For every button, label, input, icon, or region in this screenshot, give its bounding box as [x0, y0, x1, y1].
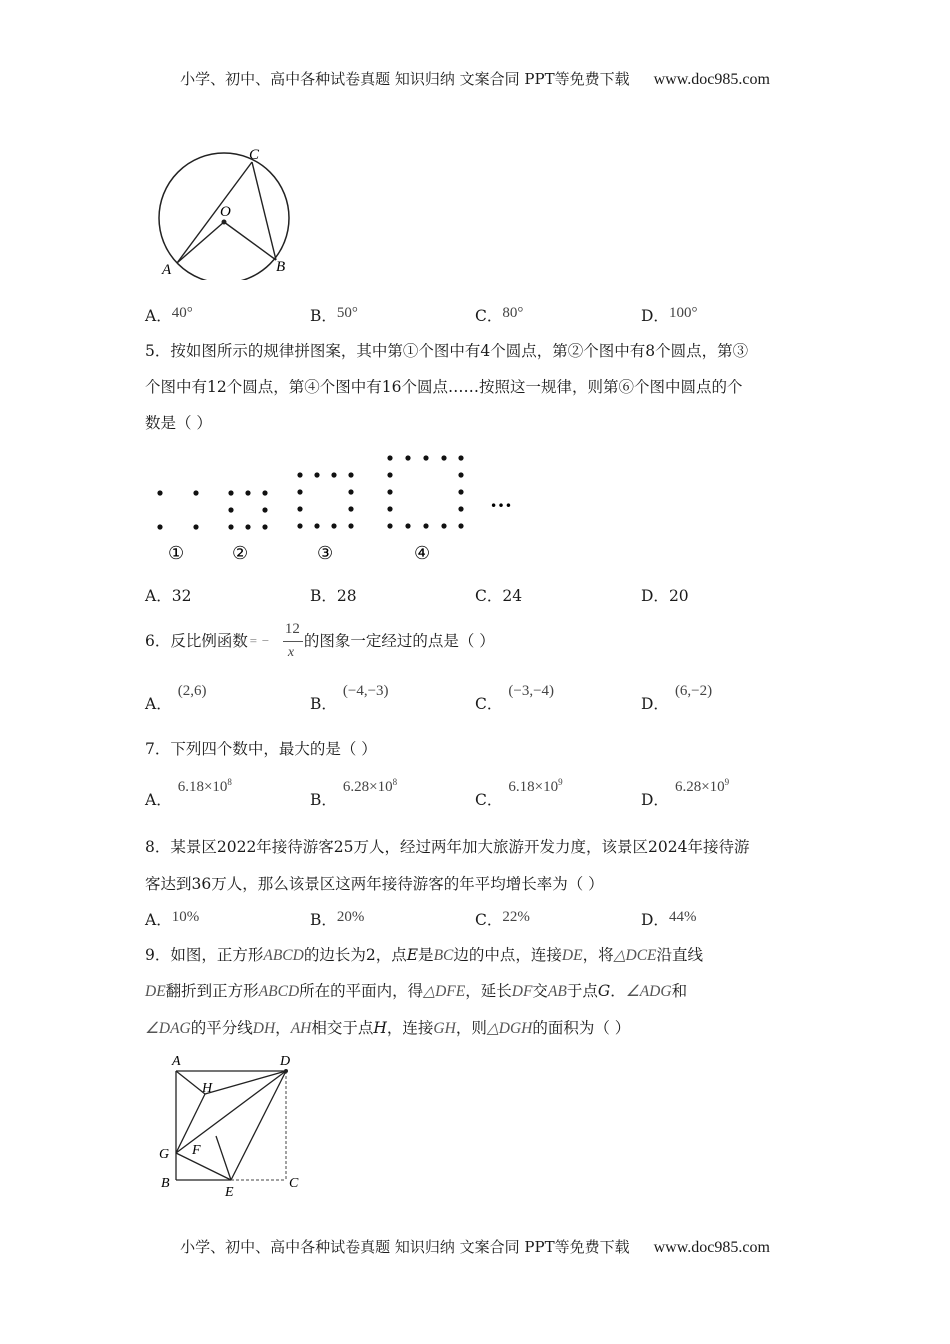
q8-option-b: B．20% [310, 909, 365, 929]
sq-label-A: A [172, 1054, 181, 1069]
q6-option-b: B．(−4,−3) [310, 683, 389, 713]
q4-option-d: D．100° [641, 305, 698, 325]
sq-label-C: C [289, 1176, 299, 1191]
dot-pattern-figure [140, 445, 520, 570]
figure-label-1: ① [168, 543, 185, 564]
q8-line-2: 客达到36万人，那么该景区这两年接待游客的年平均增长率为（ ） [145, 875, 604, 893]
q7-option-d: D．$6.28\times 10^9$ [641, 777, 730, 809]
square-figure [150, 1050, 320, 1200]
ellipsis: … [490, 487, 512, 512]
label-A: A [162, 262, 172, 278]
label-O: O [220, 204, 231, 220]
q5-line-1: 5．按如图所示的规律拼图案，其中第①个图中有4个圆点，第②个图中有8个圆点，第③ [145, 342, 749, 360]
page-footer [0, 1236, 950, 1257]
sq-label-H: H [202, 1081, 213, 1096]
q4-option-b: B．50° [310, 305, 358, 325]
q5-line-3: 数是（ ） [145, 414, 212, 432]
q8-option-a: A．10% [145, 909, 200, 929]
q6-formula-lhs: y = − [239, 633, 270, 648]
sq-label-E: E [225, 1185, 234, 1200]
q7-question: 7．下列四个数中，最大的是（ ） [145, 740, 377, 758]
q6-option-d: D．(6,−2) [641, 683, 713, 713]
q5-option-d: D．20 [641, 587, 689, 605]
q6-question: 6．反比例函数 y = − 12 x 的图象一定经过的点是（ ） [145, 623, 495, 659]
q7-option-c: C．$6.18\times 10^9$ [475, 777, 563, 809]
q8-option-d: D．44% [641, 909, 697, 929]
circle-figure [140, 140, 310, 280]
label-C: C [249, 147, 260, 163]
footer-text: 小学、初中、高中各种试卷真题 知识归纳 文案合同 PPT等免费下载 [180, 1238, 630, 1256]
header-text: 小学、初中、高中各种试卷真题 知识归纳 文案合同 PPT等免费下载 [180, 70, 630, 88]
footer-site: www.doc985.com [653, 1239, 770, 1256]
sq-label-F: F [192, 1143, 201, 1158]
sq-label-D: D [280, 1054, 291, 1069]
sq-label-B: B [161, 1176, 170, 1191]
q6-option-c: C．(−3,−4) [475, 683, 555, 713]
q4-option-c: C．80° [475, 305, 524, 325]
q7-option-a: A．$6.18\times 10^8$ [145, 777, 232, 809]
q6-numerator: 12 [284, 621, 300, 637]
figure-label-4: ④ [414, 543, 431, 564]
figure-label-3: ③ [317, 543, 334, 564]
q5-option-a: A．32 [145, 587, 192, 605]
q9-line-1: 9．如图，正方形ABCD的边长为2，点E是BC边的中点，连接DE，将△DCE沿直线 [145, 946, 704, 964]
label-B: B [276, 259, 286, 275]
header-site: www.doc985.com [653, 71, 770, 88]
sq-label-G: G [159, 1147, 170, 1162]
q8-line-1: 8．某景区2022年接待游客25万人，经过两年加大旅游开发力度，该景区2024年接待游 [145, 838, 750, 856]
q9-line-3: ∠DAG的平分线DH，AH相交于点H，连接GH，则△DGH的面积为（ ） [145, 1019, 631, 1037]
q8-option-c: C．22% [475, 909, 530, 929]
q6-denominator: x [287, 645, 295, 660]
q5-line-2: 个图中有12个圆点，第④个图中有16个圆点……按照这一规律，则第⑥个图中圆点的个 [145, 378, 743, 396]
q9-line-2: DE翻折到正方形ABCD所在的平面内，得△DFE，延长DF交AB于点G．∠ADG和 [145, 982, 688, 1000]
q7-option-b: B．$6.28\times 10^8$ [310, 777, 398, 809]
q4-option-a: A．40° [145, 305, 193, 325]
q5-option-c: C．24 [475, 587, 523, 605]
page-header [0, 68, 950, 89]
q6-option-a: A．(2,6) [145, 683, 207, 713]
figure-label-2: ② [232, 543, 249, 564]
q5-option-b: B．28 [310, 587, 357, 605]
